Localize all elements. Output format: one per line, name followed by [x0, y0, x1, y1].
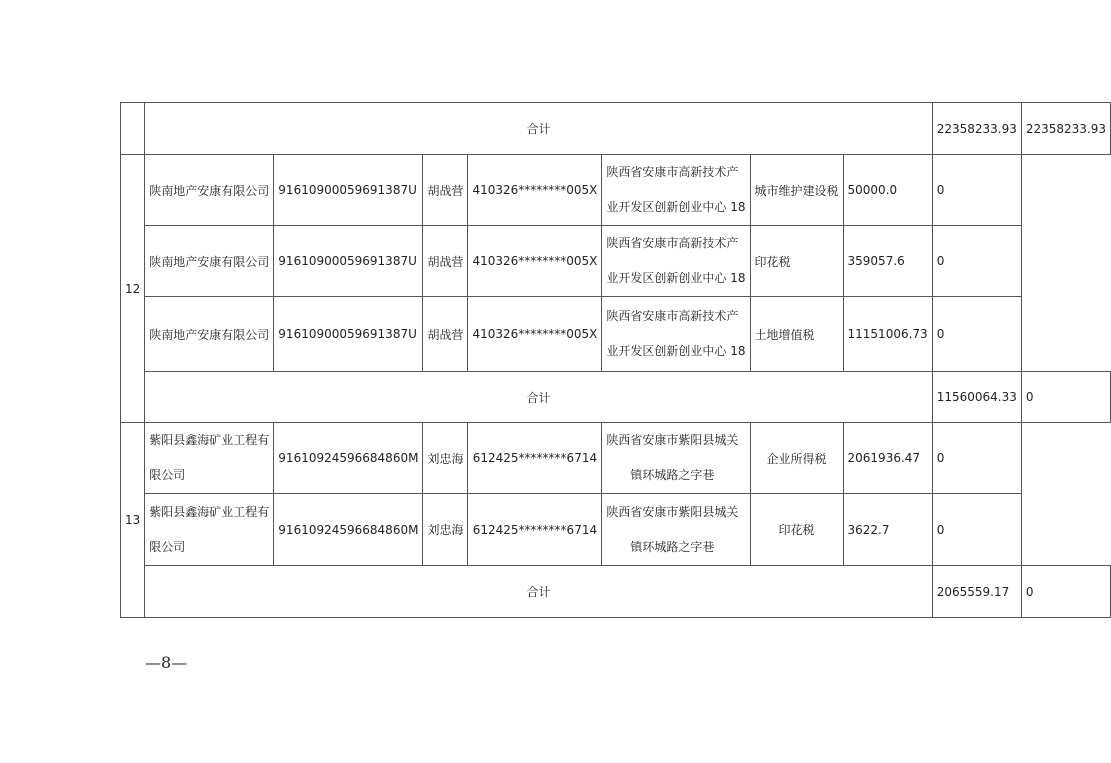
tax-arrears-table: [120, 102, 1111, 618]
total-label: 合计: [145, 103, 932, 155]
tax-type: 印花税: [750, 226, 843, 297]
total-row: [121, 372, 1111, 423]
address-line: 业开发区创新创业中心 18: [606, 344, 746, 358]
credit-code: 91610924596684860M: [274, 494, 423, 566]
legal-person: 胡战营: [423, 226, 468, 297]
address-line: 陕西省安康市紫阳县城关: [606, 433, 739, 447]
table-row: [121, 226, 1111, 297]
company-line: 限公司: [149, 539, 186, 554]
address-line: 业开发区创新创业中心 18: [606, 271, 746, 285]
total-row: [121, 103, 1111, 155]
credit-code: 91610900059691387U: [274, 155, 423, 226]
address-line: 镇环城路之字巷: [630, 468, 715, 482]
amount: 359057.6: [843, 226, 932, 297]
total-amount: 2065559.17: [932, 566, 1021, 618]
address-line: 陕西省安康市高新技术产: [606, 309, 739, 323]
owed: 0: [932, 155, 1021, 226]
address-line: 镇环城路之字巷: [630, 539, 715, 554]
total-owed: 0: [1021, 566, 1110, 618]
total-label: 合计: [145, 566, 932, 618]
address-line: 陕西省安康市高新技术产: [606, 165, 739, 179]
tax-type: 印花税: [750, 494, 843, 566]
tax-type: 企业所得税: [750, 423, 843, 494]
address: [602, 297, 750, 372]
total-amount: 11560064.33: [932, 372, 1021, 423]
owed: 0: [932, 226, 1021, 297]
credit-code: 91610900059691387U: [274, 297, 423, 372]
page-number: —8—: [145, 653, 188, 672]
amount: 3622.7: [843, 494, 932, 566]
total-owed: 22358233.93: [1021, 103, 1110, 155]
company-line: 紫阳县鑫海矿业工程有: [149, 433, 270, 447]
company-line: 限公司: [149, 468, 186, 482]
owed: 0: [932, 297, 1021, 372]
legal-person: 胡战营: [423, 155, 468, 226]
table-row: [121, 297, 1111, 372]
credit-code: 91610924596684860M: [274, 423, 423, 494]
legal-person: 刘忠海: [423, 494, 468, 566]
tax-type: 城市维护建设税: [750, 155, 843, 226]
address: [602, 494, 750, 566]
address: [602, 423, 750, 494]
group-index: 13: [121, 423, 145, 618]
owed: 0: [932, 494, 1021, 566]
address-line: 陕西省安康市高新技术产: [606, 236, 739, 250]
address-line: 业开发区创新创业中心 18: [606, 200, 746, 214]
company-name: 陕南地产安康有限公司: [145, 155, 274, 226]
table-row: [121, 494, 1111, 566]
company-name: 陕南地产安康有限公司: [145, 226, 274, 297]
legal-person: 胡战营: [423, 297, 468, 372]
company-name: [145, 423, 274, 494]
company-name: [145, 494, 274, 566]
table-row: [121, 423, 1111, 494]
amount: 50000.0: [843, 155, 932, 226]
total-amount: 22358233.93: [932, 103, 1021, 155]
company-name: 陕南地产安康有限公司: [145, 297, 274, 372]
address: [602, 226, 750, 297]
table-row: [121, 155, 1111, 226]
owed: 0: [932, 423, 1021, 494]
index-cell: [121, 103, 145, 155]
amount: 2061936.47: [843, 423, 932, 494]
total-owed: 0: [1021, 372, 1110, 423]
address: [602, 155, 750, 226]
group-index: 12: [121, 155, 145, 423]
address-line: 陕西省安康市紫阳县城关: [606, 504, 739, 519]
amount: 11151006.73: [843, 297, 932, 372]
id-number: 410326********005X: [468, 297, 602, 372]
company-line: 紫阳县鑫海矿业工程有: [149, 504, 270, 519]
id-number: 612425********6714: [468, 494, 602, 566]
legal-person: 刘忠海: [423, 423, 468, 494]
total-row: [121, 566, 1111, 618]
total-label: 合计: [145, 372, 932, 423]
id-number: 410326********005X: [468, 155, 602, 226]
id-number: 612425********6714: [468, 423, 602, 494]
credit-code: 91610900059691387U: [274, 226, 423, 297]
id-number: 410326********005X: [468, 226, 602, 297]
tax-type: 土地增值税: [750, 297, 843, 372]
